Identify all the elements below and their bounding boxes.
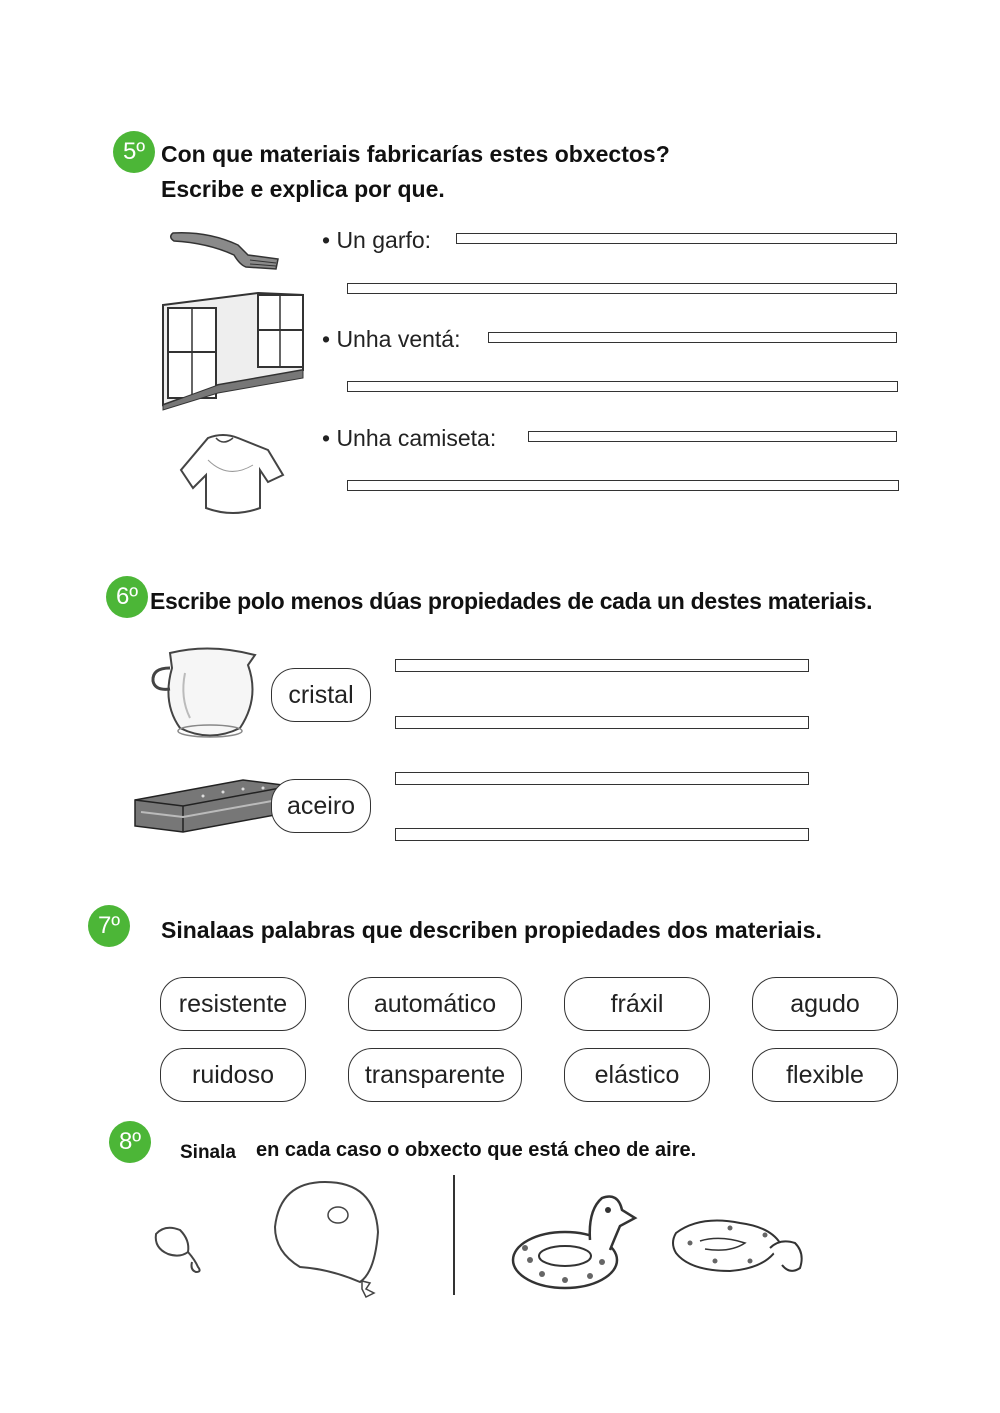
cristal-answer-line-1[interactable] [395, 659, 809, 672]
fork-answer-line-1[interactable] [456, 233, 897, 244]
window-answer-line-1[interactable] [488, 332, 897, 343]
steel-beam-icon [133, 772, 293, 836]
word-resistente[interactable]: resistente [160, 977, 306, 1031]
exercise-6-title: Escribe polo menos dúas propiedades de cada un destes materiais. [150, 588, 873, 614]
glass-jug-icon [150, 643, 262, 743]
inflated-duck-ring-icon[interactable] [510, 1190, 638, 1295]
word-agudo[interactable]: agudo [752, 977, 898, 1031]
tshirt-answer-line-2[interactable] [347, 480, 899, 491]
exercise-5-subtitle: Escribe e explica por que. [161, 176, 445, 202]
exercise-7-badge: 7º [88, 905, 130, 947]
window-label: • Unha ventá: [322, 326, 461, 352]
tshirt-icon [178, 430, 288, 518]
aceiro-answer-line-1[interactable] [395, 772, 809, 785]
material-aceiro: aceiro [271, 779, 371, 833]
exercise-8-divider [453, 1175, 455, 1295]
deflated-balloon-icon[interactable] [150, 1222, 210, 1277]
cristal-answer-line-2[interactable] [395, 716, 809, 729]
word-transparente[interactable]: transparente [348, 1048, 522, 1102]
exercise-6-badge: 6º [106, 576, 148, 618]
exercise-7-title: Sinalaas palabras que describen propiedades dos materiais. [161, 917, 822, 943]
exercise-8-title: en cada caso o obxecto que está cheo de aire. [256, 1139, 697, 1161]
exercise-5-title: Con que materiais fabricarías estes obxectos? [161, 141, 670, 167]
word-automatico[interactable]: automático [348, 977, 522, 1031]
tshirt-answer-line-1[interactable] [528, 431, 897, 442]
word-fraxil[interactable]: fráxil [564, 977, 710, 1031]
exercise-8-title-prefix: Sinala [180, 1142, 236, 1163]
tshirt-label: • Unha camiseta: [322, 425, 497, 451]
word-flexible[interactable]: flexible [752, 1048, 898, 1102]
word-ruidoso[interactable]: ruidoso [160, 1048, 306, 1102]
exercise-5-badge: 5º [113, 131, 155, 173]
exercise-8-badge: 8º [109, 1121, 151, 1163]
window-answer-line-2[interactable] [347, 381, 898, 392]
inflated-balloon-icon[interactable] [270, 1177, 390, 1302]
fork-answer-line-2[interactable] [347, 283, 897, 294]
aceiro-answer-line-2[interactable] [395, 828, 809, 841]
fork-label: • Un garfo: [322, 227, 432, 253]
deflated-duck-ring-icon[interactable] [670, 1213, 810, 1285]
material-cristal: cristal [271, 668, 371, 722]
word-elastico[interactable]: elástico [564, 1048, 710, 1102]
fork-icon [168, 225, 283, 275]
window-icon [158, 290, 308, 410]
